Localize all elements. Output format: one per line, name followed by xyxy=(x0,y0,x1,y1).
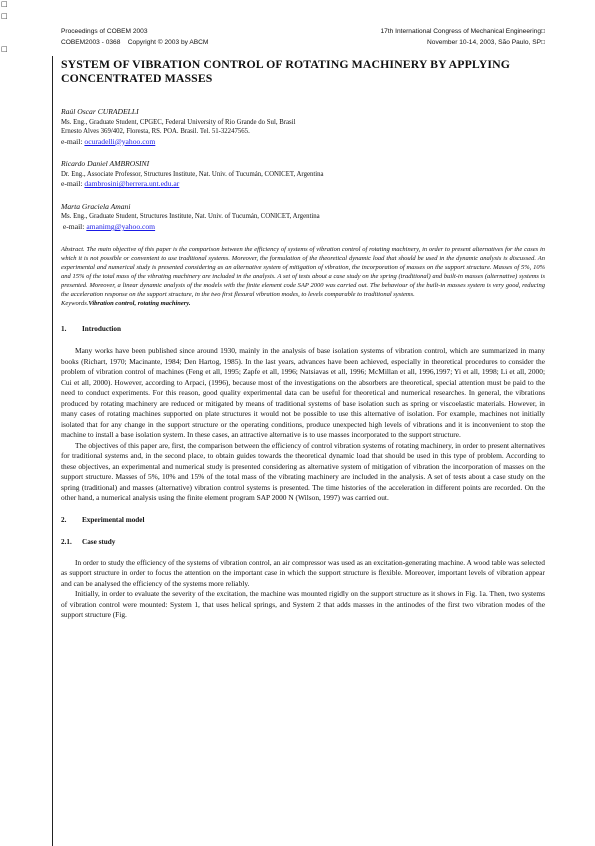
author-email-line xyxy=(61,222,545,232)
header-congress: 17th International Congress of Mechanical Engineering□ xyxy=(380,28,545,35)
subsection-title: Case study xyxy=(82,537,116,546)
header-paper-id: COBEM2003 - 0368 Copyright © 2003 by ABCM xyxy=(61,39,209,46)
email-label: e-mail: xyxy=(61,179,85,189)
section-title: Experimental model xyxy=(82,515,145,524)
section-number: 2. xyxy=(61,515,67,524)
author-block xyxy=(61,159,545,189)
email-label: e-mail: xyxy=(61,136,85,146)
author-email-link[interactable]: ocuradelli@yahoo.com xyxy=(84,136,156,146)
paper-title: SYSTEM OF VIBRATION CONTROL OF ROTATING MACHINERY BY APPLYING CONCENTRATED MASSES xyxy=(61,57,510,85)
subsection-heading-case-study xyxy=(61,537,545,547)
author-affiliation: Ms. Eng., Graduate Student, CPGEC, Federal University of Rio Grande do Sul, Brasil xyxy=(61,118,296,126)
header-date-place: November 10-14, 2003, São Paulo, SP□ xyxy=(427,39,545,46)
section-heading-experimental-model xyxy=(61,515,545,525)
corner-mark: □ xyxy=(1,45,8,53)
subsection-number: 2.1. xyxy=(61,537,72,546)
email-label: e-mail: xyxy=(61,222,87,232)
section-heading-introduction xyxy=(61,324,545,334)
paper-content xyxy=(61,57,545,621)
author-email-link[interactable]: amanimg@yahoo.com xyxy=(86,222,156,232)
author-email-line xyxy=(61,179,545,189)
keywords-text: Vibration control, rotating machinery. xyxy=(88,300,191,308)
header-proceedings: Proceedings of COBEM 2003 xyxy=(61,28,148,35)
corner-mark: □ xyxy=(1,12,8,20)
author-email-line xyxy=(61,137,545,147)
author-address: Ernesto Alves 369/402, Floresta, RS. POA. Brasil. Tel. 51-32247565. xyxy=(61,128,250,136)
author-email-link[interactable]: dambrosini@herrera.unt.edu.ar xyxy=(84,179,180,189)
author-affiliation: Dr. Eng., Associate Professor, Structures Institute, Nat. Univ. of Tucumán, CONICET, Argentina xyxy=(61,170,324,178)
corner-mark: □ xyxy=(1,0,8,8)
body-paragraph: Many works have been published since around 1930, mainly in the analysis of base isolation systems of vibration control, which are summarized in many books (Richart, 1970; Macinante, 1984; Den Hartog, 1985). In the last years, advances have been achieved, especially in theoretical procedures to consider the problem of vibration control of machines (Feng et all, 1995; Zapfe et all, 1996; Natsiavas et all, 1996; McMillan et all, 1996,1997; Yi et all, 1998; Li et all, 2000; Cui et all, 2000). However, according to Arpaci, (1996), because most of the investigations on the absorbers are theoretical, special attention must be paid to the need to conduct experiments. For this reason, good quality experimental data can be useful for theoretical and numerical researches. In general, the vibrations produced by rotating machinery are reduced or mitigated by means of traditional systems of base isolation such as spring or viscoelastic materials. However, in many cases of rotating machines supported on plate structures it would not be possible to use this alternative of isolation. For example, machines not initially isolated that for any change in the support structure or the operating conditions, produce unexpected high levels of vibrations and it is inconvenient to stop the machine to install a base isolation system. In these cases, an attractive alternative is to use masses incorporated to the support structure. xyxy=(61,346,545,440)
section-number: 1. xyxy=(61,325,67,334)
author-block xyxy=(61,107,545,146)
author-name: Raúl Oscar CURADELLI xyxy=(61,107,139,116)
body-paragraph: Initially, in order to evaluate the severity of the excitation, the machine was mounted rigidly on the support structure as it shows in Fig. 1a. Then, two systems of vibration control were mounted: System 1, that uses helical springs, and System 2 that adds masses in the antinodes of the first two vibration modes of the support structure (Fig. xyxy=(61,589,545,620)
keywords-label: Keywords. xyxy=(61,300,89,308)
author-name: Ricardo Daniel AMBROSINI xyxy=(61,159,150,169)
author-name: Marta Graciela Amani xyxy=(61,201,131,211)
running-header xyxy=(61,26,545,48)
author-block xyxy=(61,202,545,232)
abstract: Abstract. The main objective of this paper is the comparison between the efficiency of systems of vibration control of rotating machinery, in order to present alternatives for the cases in which it is not possible or convenient to use traditional systems. Moreover, the formulation of the theoretical dynamic load that should be used in the dynamic analysis is discussed. An experimental and numerical study is presented considering as an alternative system of mitigation of vibration, the incorporation of masses on the support structure. Masses of 5%, 10% and 15% of the total mass of the vibrating machinery are included in the analysis. A set of tests about a case study on the spring (traditional) and built-in masses (alternative) systems is presented. Moreover, a linear dynamic analysis of the models with the finite element code SAP 2000 was carried out. The behaviour of the built-in masses system is very good, reducing the acceleration response on the support structure, in the two first flexural vibration modes, to levels comparable to traditional systems. xyxy=(61,245,545,299)
keywords xyxy=(61,299,545,308)
body-paragraph: In order to study the efficiency of the systems of vibration control, an air compressor was used as an excitation-generating machine. A wood table was selected as support structure in order to focus the attention on the important case in which the support structure is flexible. Moreover, important levels of vibration appear and can be analysed the efficiency of the systems more reliably. xyxy=(61,557,545,588)
section-title: Introduction xyxy=(82,325,122,334)
left-margin-rule xyxy=(52,56,53,846)
body-paragraph: The objectives of this paper are, first, the comparison between the efficiency of control vibration systems of rotating machinery, in order to present alternatives for traditional systems and, in the second place, to obtain guides towards the theoretical dynamic load that should be used in this type of problem. According to these objectives, an experimental and numerical study is presented considering as alternative system of mitigation of vibration the incorporation of masses on the support structure. Masses of 5%, 10% and 15% of the total mass of the vibrating machinery are included in the analysis. A set of tests about a case study on the spring (traditional) and masses (alternative) vibration control systems is presented. The time histories of the acceleration in different points are recorded. On the other hand, a numerical analysis using the finite element program SAP 2000 N (Wilson, 1997) was carried out. xyxy=(61,440,545,503)
author-affiliation: Ms. Eng., Graduate Student, Structures Institute, Nat. Univ. of Tucumán, CONICET, Argentina xyxy=(61,213,320,221)
